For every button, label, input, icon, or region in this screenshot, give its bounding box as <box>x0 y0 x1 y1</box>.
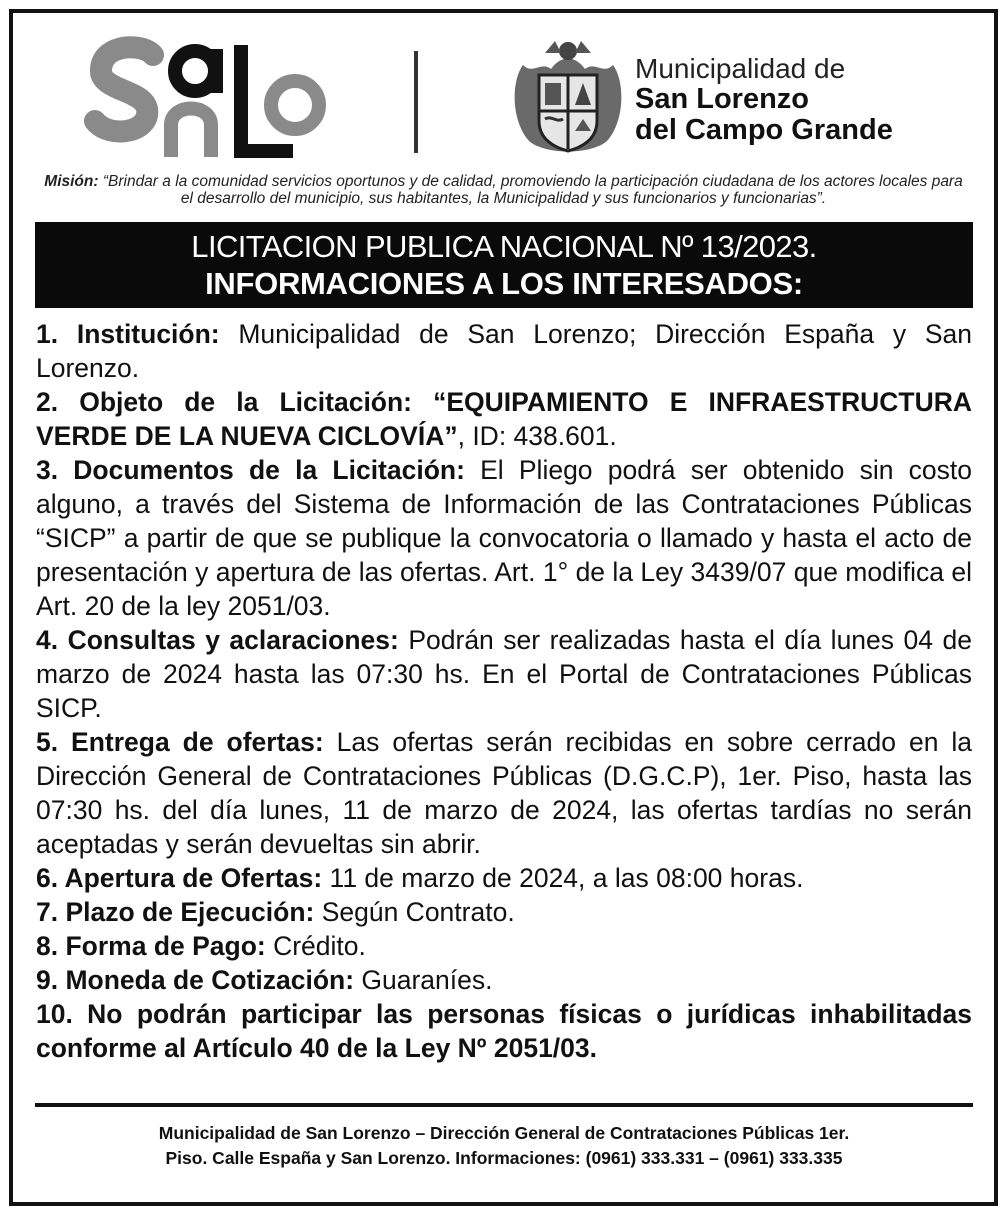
mission-statement <box>41 173 966 207</box>
header-divider <box>414 51 418 153</box>
municipality-line2: San Lorenzo <box>635 83 810 115</box>
municipality-name <box>635 53 893 146</box>
footer-line2: Piso. Calle España y San Lorenzo. Informaciones: (0961) 333.331 – (0961) 333.335 <box>165 1148 843 1168</box>
item-text: Guaraníes. <box>354 965 493 995</box>
item-label: 2. Objeto de la Licitación: “EQUIPAMIENTO E INFRAESTRUCTURA VERDE DE LA NUEVA CICLOVÍA” <box>36 387 972 451</box>
item-text: Crédito. <box>265 931 366 961</box>
item-label: 9. Moneda de Cotización: <box>36 965 355 995</box>
municipality-line1: Municipalidad de <box>635 53 846 84</box>
tender-details <box>36 317 972 1065</box>
footer-contact <box>35 1121 973 1171</box>
item-label: 6. Apertura de Ofertas: <box>36 863 323 893</box>
item-text: El Pliego podrá ser obtenido sin costo alguno, a través del Sistema de Información de las Contrataciones Públicas “SICP” a partir de que se publique la convocatoria o llamado y hasta el acto de presentación y apertura de las ofertas. Art. 1° de la Ley 3439/07 que modifica el Art. 20 de la ley 2051/03. <box>36 455 973 621</box>
item-label: 5. Entrega de ofertas: <box>36 727 324 757</box>
item-text: Las ofertas serán recibidas en sobre cerrado en la Dirección General de Contrataciones Públicas (D.G.C.P), 1er. Piso, hasta las 07:30 hs. del día lunes, 11 de marzo de 2024, las ofertas tardías no serán aceptadas y serán devueltas sin abrir. <box>36 727 973 859</box>
municipality-line3: del Campo Grande <box>635 114 893 146</box>
item-label: 3. Documentos de la Licitación: <box>36 455 465 485</box>
salo-logo <box>83 33 333 163</box>
item-currency <box>36 963 972 997</box>
item-queries <box>36 623 972 725</box>
footer-line1: Municipalidad de San Lorenzo – Dirección General de Contrataciones Públicas 1er. <box>158 1123 850 1143</box>
item-text: , ID: 438.601. <box>457 421 617 451</box>
item-label: 7. Plazo de Ejecución: <box>36 897 315 927</box>
footer-divider <box>35 1103 973 1107</box>
item-institution <box>36 317 972 385</box>
item-delivery <box>36 725 972 861</box>
coat-of-arms-icon <box>505 35 631 159</box>
tender-subtitle: INFORMACIONES A LOS INTERESADOS: <box>205 266 803 301</box>
item-execution-term <box>36 895 972 929</box>
header <box>13 13 994 173</box>
item-text: 11 de marzo de 2024, a las 08:00 horas. <box>322 863 804 893</box>
item-label: 1. Institución: <box>36 319 220 349</box>
item-text: Municipalidad de San Lorenzo; Dirección España y San Lorenzo. <box>36 319 972 383</box>
item-label: 8. Forma de Pago: <box>36 931 266 961</box>
notice-frame <box>9 9 998 1206</box>
item-payment <box>36 929 972 963</box>
item-text: Según Contrato. <box>314 897 515 927</box>
item-text: Podrán ser realizadas hasta el día lunes 04 de marzo de 2024 hasta las 07:30 hs. En el Portal de Contrataciones Públicas SICP. <box>36 625 972 723</box>
mission-label: Misión: <box>44 173 99 190</box>
item-label: 4. Consultas y aclaraciones: <box>36 625 399 655</box>
mission-text: “Brindar a la comunidad servicios oportunos y de calidad, promoviendo la participación ciudadana de los actores locales para el desarrollo del municipio, sus habitantes, la Municipalidad y sus funcionarios y funcionarias”. <box>98 173 963 207</box>
tender-title: LICITACION PUBLICA NACIONAL Nº 13/2023. <box>191 229 817 264</box>
item-object <box>36 385 972 453</box>
item-opening <box>36 861 972 895</box>
title-bar <box>35 222 973 308</box>
item-label: 10. No podrán participar las personas físicas o jurídicas inhabilitadas conforme al Artículo 40 de la Ley Nº 2051/03. <box>36 999 972 1063</box>
item-exclusions <box>36 997 972 1065</box>
item-documents <box>36 453 972 623</box>
